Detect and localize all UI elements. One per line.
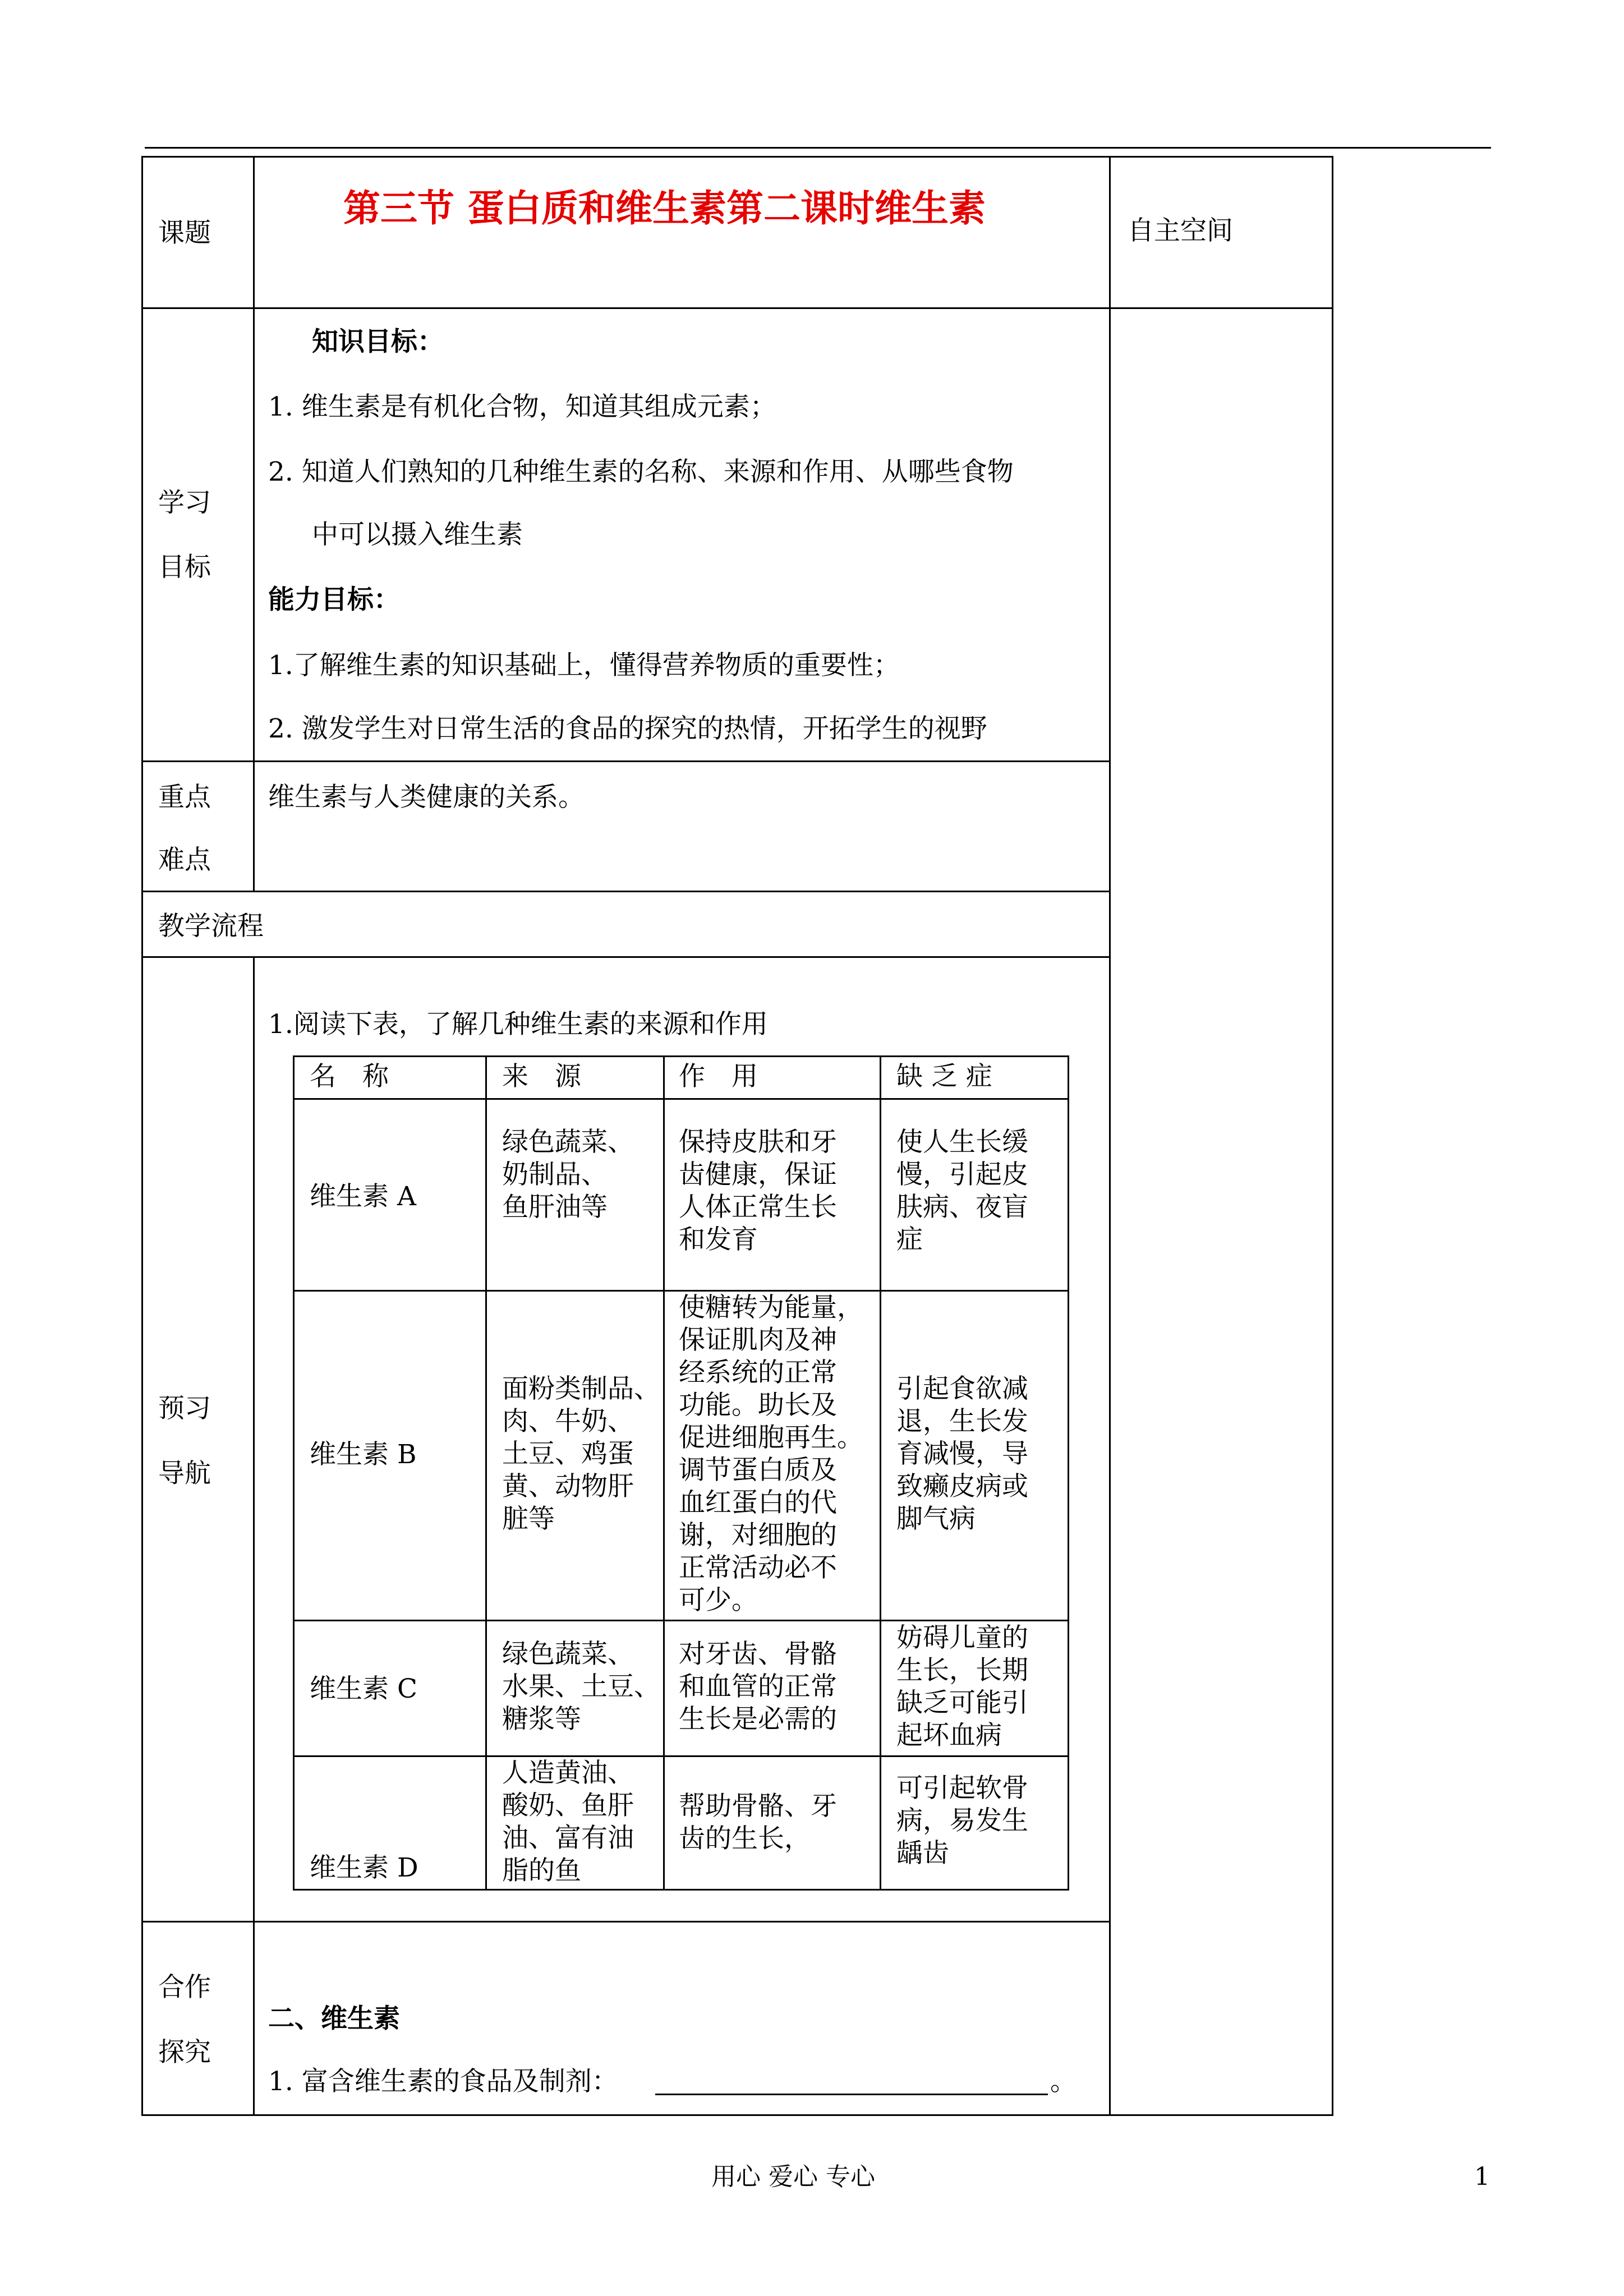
key-point-text: 维生素与人类健康的关系。 [268,782,585,813]
explore-question-1-end: 。 [1050,2066,1076,2097]
table-row-c-deficiency [896,1622,1028,1752]
cell-line: 慢，引起皮 [896,1159,1028,1190]
row-label-preview-1: 预习 [158,1393,211,1424]
cell-line: 病，易发生 [896,1805,1028,1836]
table-row-b-name: 维生素 B [310,1439,417,1470]
ability-goal-heading: 能力目标： [268,584,400,615]
cell-line: 糖浆等 [502,1704,581,1735]
cell-line: 脏等 [502,1504,555,1534]
cell-line: 使糖转为能量， [679,1292,863,1323]
row-label-keypoints-1: 重点 [158,782,211,813]
header-rule [145,147,1491,149]
cell-line: 血红蛋白的代 [679,1487,837,1518]
cell-line: 鱼肝油等 [502,1192,608,1223]
table-row-d-effect [679,1790,837,1855]
table-row-a-effect [679,1126,837,1256]
cell-line: 绿色蔬菜、 [502,1639,634,1670]
cell-line: 土豆、鸡蛋 [502,1439,634,1469]
cell-line: 奶制品、 [502,1159,608,1190]
cell-line: 面粉类制品、 [502,1373,660,1404]
table-row-c-name: 维生素 C [310,1673,417,1704]
ability-goal-1: 1.了解维生素的知识基础上，懂得营养物质的重要性； [268,650,900,681]
row-label-explore-1: 合作 [158,1972,211,2003]
cell-line: 龋齿 [896,1838,949,1869]
cell-line: 齿健康，保证 [679,1159,837,1190]
cell-line: 肤病、夜盲 [896,1192,1028,1223]
cell-line: 缺乏可能引 [896,1688,1028,1718]
row-label-goals-1: 学习 [158,487,211,518]
ability-goal-2: 2. 激发学生对日常生活的食品的探究的热情，开拓学生的视野 [268,713,987,744]
table-header-source: 来 源 [502,1061,581,1092]
cell-line: 黄、动物肝 [502,1471,634,1502]
cell-line: 谢，对细胞的 [679,1520,837,1551]
cell-line: 可少。 [679,1585,758,1616]
knowledge-goal-2b: 中可以摄入维生素 [312,519,523,550]
knowledge-goal-2a: 2. 知道人们熟知的几种维生素的名称、来源和作用、从哪些食物 [268,457,1014,487]
table-row-b-effect [679,1292,863,1617]
footer-motto: 用心 爱心 专心 [711,2163,875,2191]
table-row-a-source [502,1126,634,1224]
cell-line: 人体正常生长 [679,1192,837,1223]
page-number: 1 [1474,2163,1490,2191]
cell-line: 症 [896,1224,923,1255]
cell-line: 保证肌肉及神 [679,1325,837,1356]
cell-line: 水果、土豆、 [502,1671,660,1702]
cell-line: 致癞皮病或 [896,1471,1028,1502]
cell-line: 生长，长期 [896,1655,1028,1686]
cell-line: 帮助骨骼、牙 [679,1791,837,1822]
table-row-b-deficiency [896,1373,1028,1536]
table-row-c-source [502,1638,660,1736]
table-row-a-deficiency [896,1126,1028,1256]
row-label-flow: 教学流程 [158,911,264,942]
cell-line: 引起食欲减 [896,1373,1028,1404]
cell-line: 起坏血病 [896,1720,1002,1751]
table-row-d-deficiency [896,1772,1028,1870]
cell-line: 使人生长缓 [896,1127,1028,1158]
cell-line: 可引起软骨 [896,1773,1028,1804]
table-row-b-source [502,1373,660,1536]
row-label-topic: 课题 [158,218,211,248]
side-header [1128,213,1233,249]
cell-line: 育减慢，导 [896,1439,1028,1469]
cell-line: 人造黄油、 [502,1758,634,1788]
cell-line: 脚气病 [896,1504,976,1534]
cell-line: 对牙齿、骨骼 [679,1639,837,1670]
preview-intro: 1.阅读下表，了解几种维生素的来源和作用 [268,1009,768,1040]
knowledge-goal-1: 1. 维生素是有机化合物，知道其组成元素； [268,391,776,422]
table-header-deficiency: 缺 乏 症 [896,1061,992,1092]
cell-line: 保持皮肤和牙 [679,1127,837,1158]
table-row-a-name: 维生素 A [310,1181,416,1212]
table-row-d-source [502,1757,634,1887]
row-label-explore-2: 探究 [158,2037,211,2068]
cell-line: 和发育 [679,1224,758,1255]
cell-line: 油、富有油 [502,1823,634,1854]
cell-line: 调节蛋白质及 [679,1455,837,1486]
side-header-text: 自主空间 [1128,215,1233,246]
explore-question-1: 1. 富含维生素的食品及制剂： [268,2066,618,2097]
table-row-d-name: 维生素 D [310,1852,418,1883]
explore-heading: 二、维生素 [268,2003,400,2034]
answer-blank-line[interactable] [655,2094,1048,2095]
row-label-keypoints-2: 难点 [158,845,211,875]
cell-line: 经系统的正常 [679,1357,837,1388]
knowledge-goal-heading: 知识目标： [312,326,444,357]
cell-line: 脂的鱼 [502,1855,581,1886]
cell-line: 生长是必需的 [679,1704,837,1735]
row-label-goals-2: 目标 [158,552,211,583]
cell-line: 齿的生长， [679,1823,811,1854]
table-header-name: 名 称 [310,1061,389,1092]
cell-line: 酸奶、鱼肝 [502,1790,634,1821]
table-header-effect: 作 用 [679,1061,758,1092]
cell-line: 和血管的正常 [679,1671,837,1702]
row-label-preview-2: 导航 [158,1458,211,1489]
cell-line: 妨碍儿童的 [896,1622,1028,1653]
cell-line: 绿色蔬菜、 [502,1127,634,1158]
cell-line: 功能。助长及 [679,1390,837,1421]
cell-line: 肉、牛奶、 [502,1406,634,1437]
cell-line: 正常活动必不 [679,1552,837,1583]
cell-line: 退，生长发 [896,1406,1028,1437]
cell-line: 促进细胞再生。 [679,1422,863,1453]
page-title: 第三节 蛋白质和维生素第二课时维生素 [343,186,986,230]
table-row-c-effect [679,1638,837,1736]
